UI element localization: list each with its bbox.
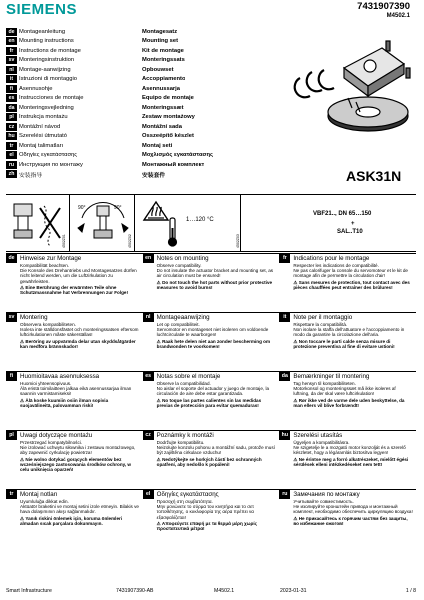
section-title: Montering (20, 314, 48, 321)
section-title: Uwagi dotyczące montażu (20, 432, 93, 439)
language-description: Montage-aanwijzing (19, 66, 71, 73)
section-code: ru (279, 490, 290, 498)
section-body: Rispettare la compatibilità. Non isolare la staffa dell'attuatore e l'accoppiamento in modo da garantire la circolazione dell'aria. (293, 322, 405, 338)
section-warning: ⚠ Не прикасайтесь к горячим частям без защиты, во избежание ожогов! (293, 516, 413, 526)
language-description: Monteringsinstruktion (19, 57, 75, 64)
instruction-section-en (143, 253, 280, 312)
valve-spec: VBF21.., DN 65…150 (313, 211, 372, 217)
brand-logo: SIEMENS (6, 1, 78, 18)
section-warning: ⚠ Beröring av uppvärmda delar utan skyddsåtgärder kan medföra brännskador! (20, 339, 140, 349)
language-description: Monteringsvejledning (19, 104, 74, 111)
section-warning: ⚠ Non toccare le parti calde senza misure di protezione preventiva al fine di evitare ustioni! (293, 339, 413, 349)
section-code: hu (279, 431, 290, 439)
section-code: sv (6, 313, 17, 321)
document-revision: M4502.1 (386, 13, 410, 19)
instruction-section-tr (6, 489, 143, 548)
section-code: cz (143, 431, 154, 439)
section-title: Szerelési utasítás (293, 432, 343, 439)
language-description: Instructions de montage (19, 47, 81, 54)
language-description: Instrukcja montażu (19, 114, 68, 121)
language-description: Montážní návod (19, 123, 61, 130)
language-list (6, 27, 296, 179)
section-warning: ⚠ Nie wolno dotykać gorących elementów bez wcześniejszego zastosowania środków ochrony, w celu uniknięcia oparzeń! (20, 457, 140, 473)
section-code: it (279, 313, 290, 321)
divider-bottom (6, 251, 416, 252)
instruction-section-da (279, 371, 416, 430)
section-body: Kompatibilität beachten. Die Konsole des Drehantriebs und Montagesatzes dürfen nicht leitend werden, um die Luftzirkulation zu gewährleisten. (20, 263, 137, 284)
section-body: Dodržujte kompatibilitu. Neizolujte konzolu pohonu a montážní sadu, protože musí být zajištěna cirkulace vzduchu! (156, 440, 275, 456)
model-number: ASK31N (346, 168, 402, 184)
section-body: Observe la compatibilidad. No aislar el soporte del actuador y juego de montaje, la circulación de aire debe estar garantizada. (156, 381, 270, 397)
instruction-section-hu (279, 430, 416, 489)
section-title: Οδηγίες εγκατάστασης (156, 491, 219, 498)
language-title: Monteringssæt (142, 104, 184, 111)
instruction-section-it (279, 312, 416, 371)
language-row (6, 46, 296, 56)
language-title: Összeépítő készlet (142, 133, 194, 140)
section-warning: ⚠ Älä koske kuumiin osiin ilman sopivia suojavälineitä, palovamman riski! (20, 398, 140, 408)
no-insulation-icon (10, 198, 66, 248)
instruction-grid (6, 253, 416, 548)
language-description: Asennusohje (19, 85, 53, 92)
footer-company: Smart Infrastructure (6, 588, 52, 594)
section-warning: ⚠ Nedotýkejte se horkých částí bez ochranných opatření, aby nedošlo k popálení! (157, 457, 277, 467)
section-code: nl (143, 313, 154, 321)
section-body: Observera kompatibiliteten. Isolera inte ställdonsfästet och monteringssatsen eftersom luftcirkulationen måste säkerställas! (20, 322, 139, 338)
section-title: Montaj notları (20, 491, 58, 498)
section-warning: ⚠ Sans mesures de protection, tout contact avec des pièces chauffées peut entraîner des brûlures! (293, 280, 413, 290)
section-body: Let op compatibiliteit. Servomotor en montageset niet isoleren om voldoende luchtcirculatie te waarborgen! (156, 322, 269, 338)
instruction-section-fi (6, 371, 143, 430)
instruction-section-ru (279, 489, 416, 548)
language-row (6, 75, 296, 85)
language-row (6, 141, 296, 151)
instruction-section-el (143, 489, 280, 548)
language-code: nl (6, 66, 17, 74)
language-code: es (6, 94, 17, 102)
angle-right-label: 90° (114, 205, 122, 211)
instruction-section-sv (6, 312, 143, 371)
section-warning: ⚠ Yanık riskini önlemek için, koruma önlemleri almadan sıcak parçalara dokunmayın. (20, 516, 140, 526)
section-title: Hinweise zur Montage (20, 255, 82, 262)
page-footer (6, 588, 416, 594)
instruction-section-fr (279, 253, 416, 312)
language-description: Montageanleitung (19, 28, 66, 35)
language-row (6, 27, 296, 37)
section-warning: ⚠ Αποφεύγετε επαφή με τα θερμά μέρη χωρίς προστατευτικά μέτρα! (157, 521, 277, 531)
language-code: da (6, 104, 17, 112)
section-body: Observe compatibility. Do not insulate the actuator bracket and mounting set, as air circulation must be ensured! (156, 263, 274, 279)
section-title: Notes on mounting (156, 255, 209, 262)
section-code: fi (6, 372, 17, 380)
language-description: Instrucciones de montaje (19, 95, 84, 102)
language-description: Istruzioni di montaggio (19, 76, 78, 83)
angle-left-label: 90° (78, 205, 86, 211)
language-code: hu (6, 132, 17, 140)
language-row (6, 113, 296, 123)
language-description: Οδηγίες εγκατάστασης (19, 152, 78, 159)
language-code: it (6, 75, 17, 83)
language-description: Szerelési útmutató (19, 133, 68, 140)
instruction-section-cz (143, 430, 280, 489)
language-title: 安装套件 (142, 172, 166, 179)
language-title: Zestaw montażowy (142, 114, 195, 121)
section-warning: ⚠ Do not touch the hot parts without prior protective measures to avoid burns! (157, 280, 277, 290)
section-warning: ⚠ Rør ikke ved de varme dele uden beskyttelse, da man ellers vil blive forbrændt! (293, 398, 413, 408)
section-body: Uyumluluğa dikkat edin. Aktüatör braketini ve montaj setini izole etmeyin. Bilakis ve hava dolaşımının akışı sağlanmalıdır. (20, 499, 139, 515)
section-body: Tag hensyn til kompatibiliteten. Motorkonsol og monteringssæt må ikke isoleres af luftning, da der skal være luftcirkulation! (293, 381, 396, 397)
section-code: el (143, 490, 154, 498)
language-title: Accoppiamento (142, 76, 186, 83)
language-title: Equipo de montaje (142, 95, 194, 102)
language-row (6, 37, 296, 47)
footer-date: 2023-01-31 (280, 588, 307, 594)
language-code: ru (6, 161, 17, 169)
language-title: Opbouwset (142, 66, 174, 73)
language-title: Montagesatz (142, 28, 178, 35)
section-code: tr (6, 490, 17, 498)
spec-plus: + (351, 221, 355, 227)
section-body: Προσοχή στη συμβατότητα. Μην μονώνετε το σύρμα του κινητήρα και το σετ τοποθέτησης, ο κυκλοφορία της αέρα πρέπει να εξασφαλίζεται! (156, 499, 254, 520)
drawing-code: 4502Z02 (128, 234, 132, 248)
language-row (6, 94, 296, 104)
language-title: Kit de montage (142, 47, 184, 54)
footer-doc-code: 7431907390-AB (116, 588, 154, 594)
language-code: el (6, 151, 17, 159)
language-row (6, 151, 296, 161)
language-title: Montážní sada (142, 123, 182, 130)
language-row (6, 56, 296, 66)
divider-top (6, 194, 416, 195)
language-row (6, 122, 296, 132)
section-warning: ⚠ No toque las partes calientes sin las medidas previas de protección para evitar quemaduras! (157, 398, 277, 408)
language-description: Montaj talimatları (19, 142, 64, 149)
section-code: es (143, 372, 154, 380)
section-body: Przestrzegać kompatybilności. Nie izolować uchwytu siłownika i zestawu montażowego, aby zapewnić cyrkulację powietrza! (20, 440, 136, 456)
language-row (6, 65, 296, 75)
drawing-code: 4502Z03 (236, 234, 240, 248)
language-code: cz (6, 123, 17, 131)
section-title: Bemærkninger til montering (293, 373, 370, 380)
instruction-section-nl (143, 312, 280, 371)
language-title: Asennussarja (142, 85, 181, 92)
section-code: da (279, 372, 290, 380)
hot-surface-warning-icon (140, 198, 182, 248)
section-body: Respecter les indications de compatibilité. Ne pas calorifuger la console du servomoteur et le kit de montage afin de permettre la circulation d'air! (293, 263, 408, 279)
section-title: Замечания по монтажу (293, 491, 360, 498)
actuator-spec: SAL..T10 (337, 229, 363, 235)
language-title: Монтажный комплект (142, 161, 205, 168)
temperature-range: 1…120 °C (186, 217, 214, 223)
section-body: Учитывайте совместимость. Не изолируйте кронштейн привода и монтажный комплект, необходимо обеспечить циркуляцию воздуха! (293, 499, 413, 515)
section-warning: ⚠ Raak hete delen niet aan zonder bescherming om brandwonden te voorkomen! (157, 339, 277, 349)
section-title: Notas sobre el montaje (156, 373, 221, 380)
section-warning: ⚠ Eine Berührung der erwärmten Teile ohne Schutzmassnahme hat Verbrennungen zur Folge! (20, 285, 140, 295)
language-code: en (6, 37, 17, 45)
language-title: Monteringssats (142, 57, 185, 64)
language-code: pl (6, 113, 17, 121)
language-code: fi (6, 85, 17, 93)
language-title: Montaj seti (142, 142, 173, 149)
section-code: en (143, 254, 154, 262)
instruction-section-es (143, 371, 280, 430)
language-row (6, 170, 296, 180)
column-divider (240, 194, 241, 251)
mounting-set-illustration (286, 38, 416, 136)
section-body: Ügyeljen a kompatibilitásra. Ne szigetelje le a mozgató motor konzolját és a szerelő készletet, hogy a légáramlás biztosítva legyen! (293, 440, 406, 456)
language-description: Mounting instructions (19, 38, 74, 45)
language-description: 安装指导 (19, 172, 43, 179)
section-title: Note per il montaggio (293, 314, 353, 321)
language-title: Mounting set (142, 38, 179, 45)
section-warning: ⚠ Ne érintse meg a forró alkatrészeket, mielőtt égési sérülések elleni intézkedéseket nem tett! (293, 457, 413, 467)
language-code: fr (6, 47, 17, 55)
language-code: sv (6, 56, 17, 64)
language-row (6, 160, 296, 170)
drawing-code: 4502Z01 (62, 234, 66, 248)
instruction-section-de (6, 253, 143, 312)
language-code: zh (6, 170, 17, 178)
section-title: Montageaanwijzing (156, 314, 210, 321)
column-divider (134, 194, 135, 251)
language-code: de (6, 28, 17, 36)
footer-revision: M4502.1 (214, 588, 235, 594)
language-row (6, 132, 296, 142)
section-body: Huomioi yhteensopivuus. Älä eristä toimilaitteen jalkaa eikä asennussarjaa ilman saannin varmistamiseksi! (20, 381, 132, 397)
section-code: pl (6, 431, 17, 439)
document-number: 7431907390 (357, 1, 410, 12)
language-row (6, 84, 296, 94)
section-code: fr (279, 254, 290, 262)
language-code: tr (6, 142, 17, 150)
column-divider (69, 194, 70, 251)
section-title: Huomioitavaa asennuksessa (20, 373, 100, 380)
language-description: Инструкция по монтажу (19, 161, 83, 168)
instruction-section-pl (6, 430, 143, 489)
section-code: de (6, 254, 17, 262)
language-row (6, 103, 296, 113)
language-title: Μοχλισμός εγκατάστασης (142, 152, 214, 159)
footer-page: 1 / 8 (405, 588, 416, 594)
section-title: Indications pour le montage (293, 255, 370, 262)
section-title: Poznámky k montáži (156, 432, 214, 439)
